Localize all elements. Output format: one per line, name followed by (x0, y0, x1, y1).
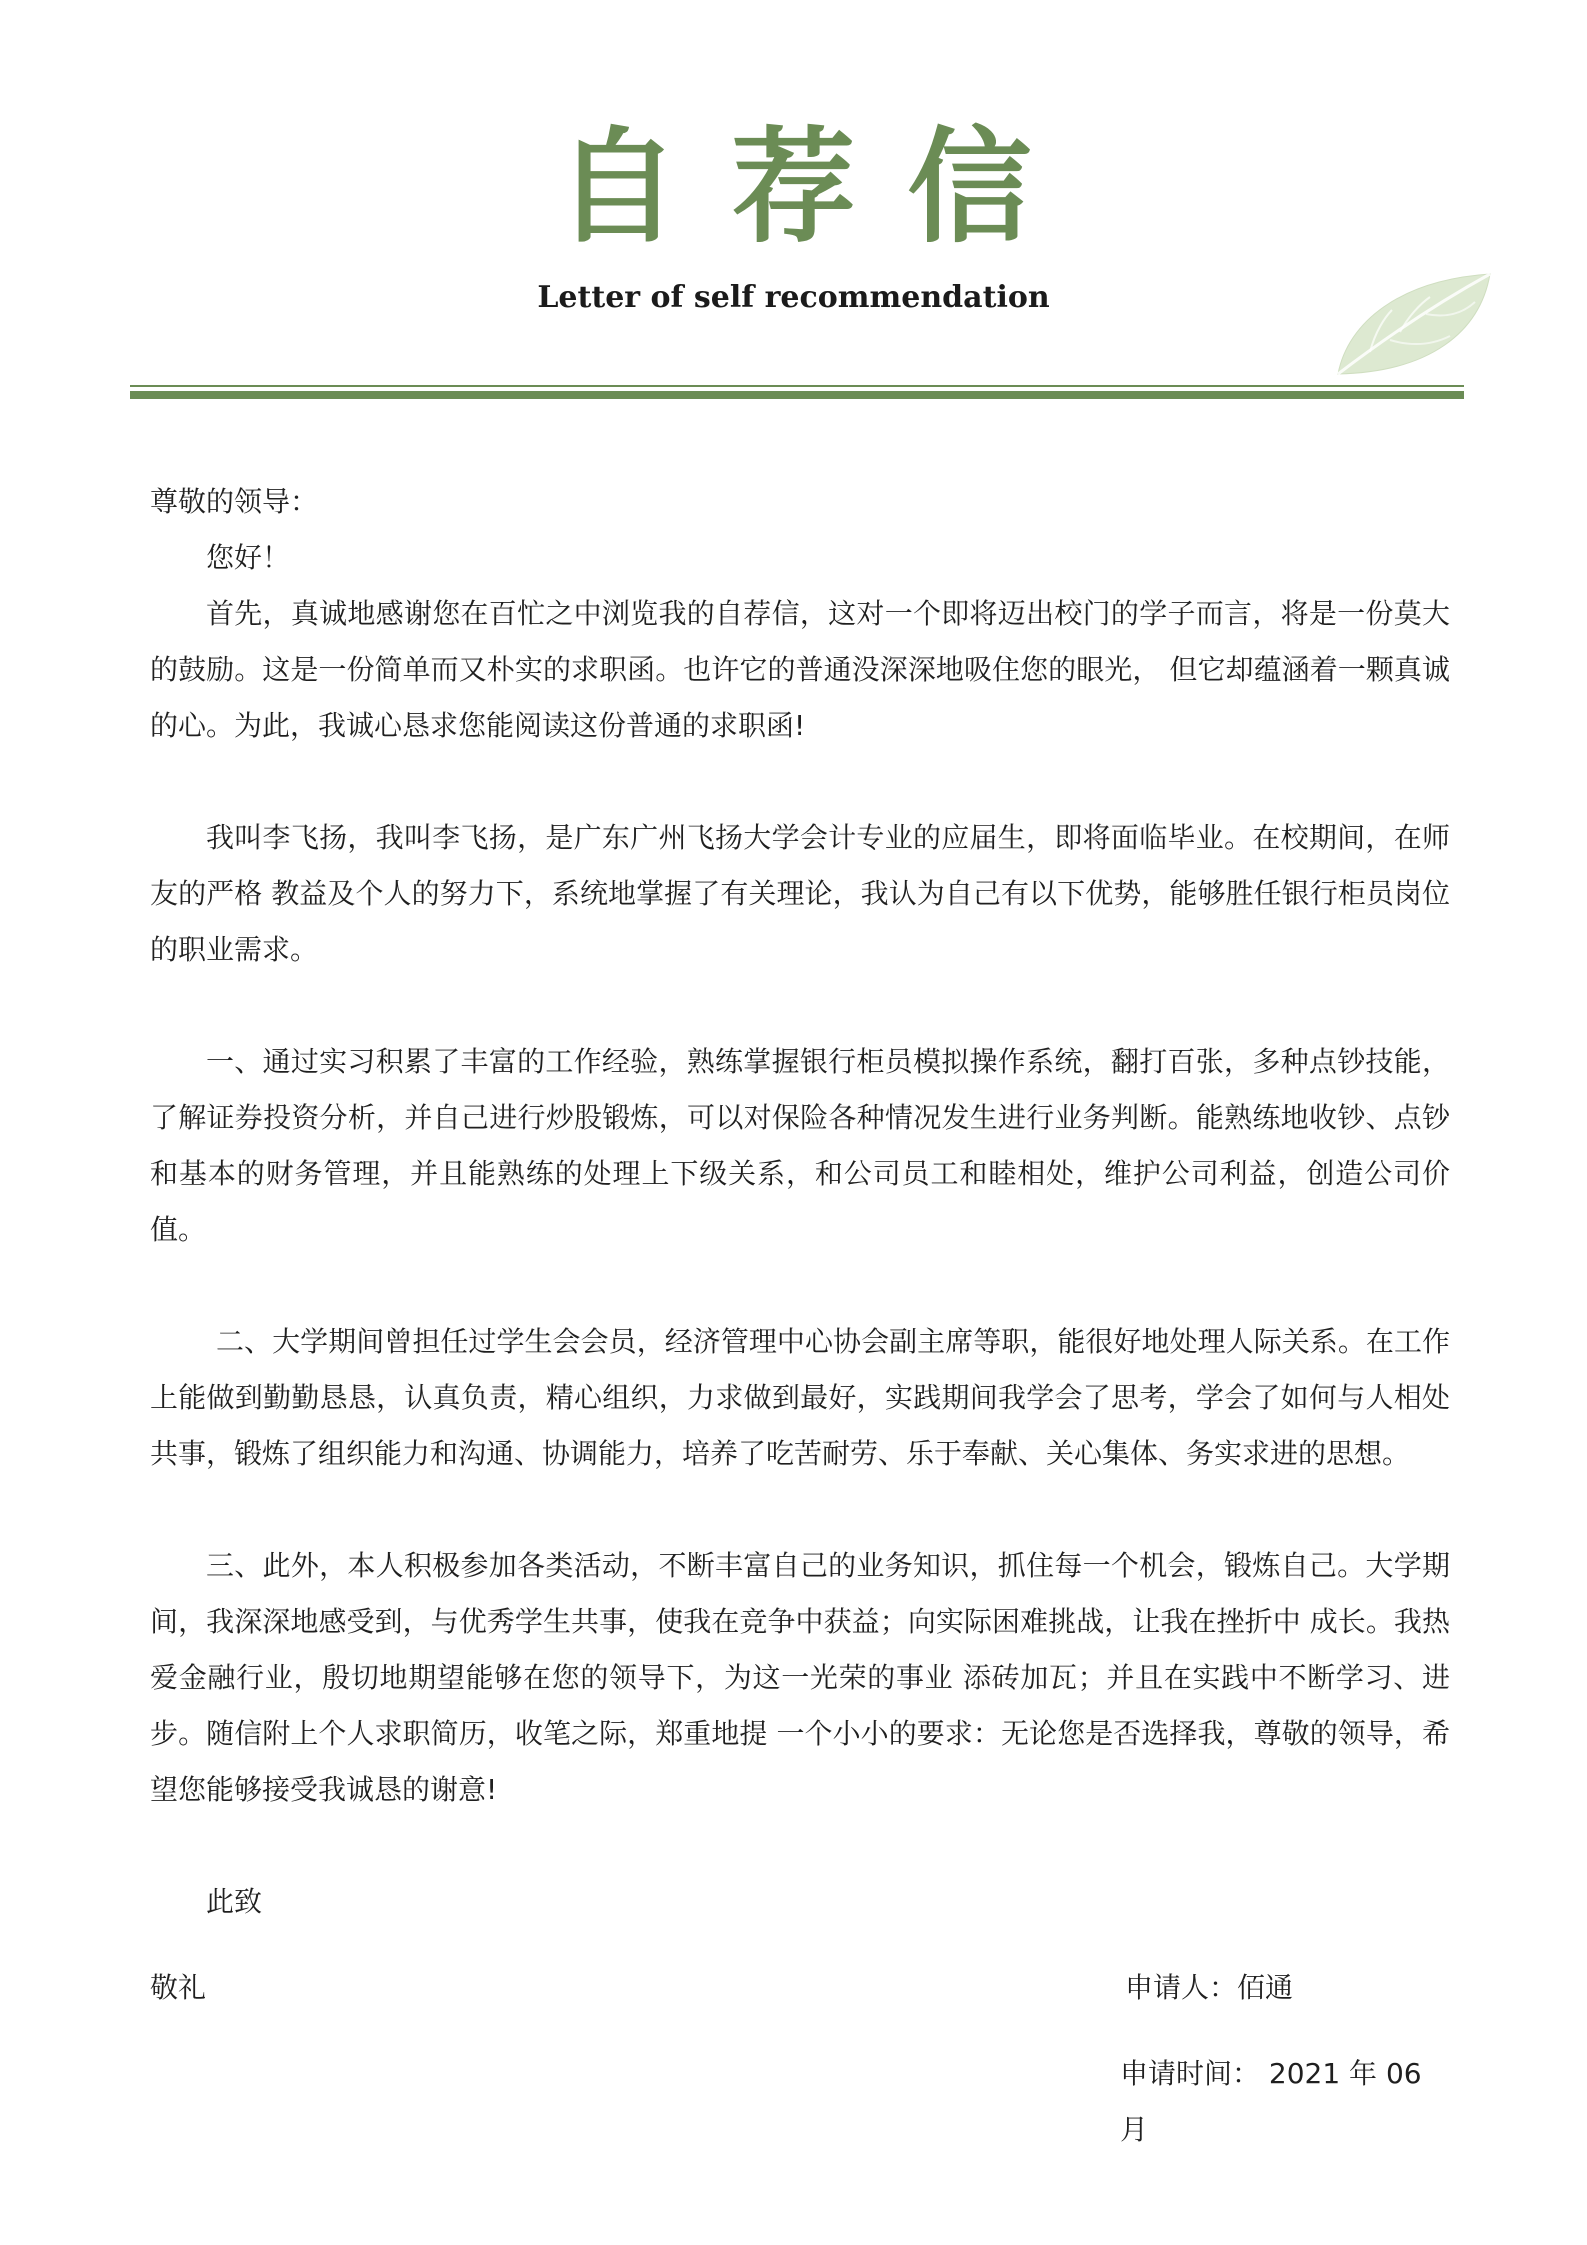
title-english: Letter of self recommendation (537, 280, 1050, 315)
paragraph-strength-2: 二、大学期间曾担任过学生会会员，经济管理中心协会副主席等职，能很好地处理人际关系。在工作上能做到勤勤恳恳，认真负责，精心组织，力求做到最好，实践期间我学会了思考，学会了如何与人相处共事，锻炼了组织能力和沟通、协调能力，培养了吃苦耐劳、乐于奉献、关心集体、务实求进的思想。 (150, 1325, 1450, 1470)
paragraph-strength-3: 三、此外，本人积极参加各类活动，不断丰富自己的业务知识，抓住每一个机会，锻炼自己。大学期间，我深深地感受到，与优秀学生共事，使我在竞争中获益；向实际困难挑战，让我在挫折中 成长。我热爱金融行业，殷切地期望能够在您的领导下，为这一光荣的事业 添砖加瓦；并且在实践中不断学习、进步。随信附上个人求职简历，收笔之际，郑重地提 一个小小的要求：无论您是否选择我，尊敬的领导，希望您能够接受我诚恳的谢意! (150, 1549, 1450, 1806)
application-date: 申请时间： 2021 年 06 月 (1120, 2057, 1422, 2146)
header-divider-thin (130, 385, 1464, 387)
applicant-name: 申请人：佰通 (1125, 1971, 1294, 2004)
letter-body (150, 474, 1450, 2146)
closing-phrase: 此致 (206, 1885, 263, 1918)
paragraph-intro: 首先，真诚地感谢您在百忙之中浏览我的自荐信，这对一个即将迈出校门的学子而言，将是一份莫大的鼓励。这是一份简单而又朴实的求职函。也许它的普通没深深地吸住您的眼光， 但它却蕴涵着一颗真诚的心。为此，我诚心恳求您能阅读这份普通的求职函! (150, 597, 1450, 742)
header-divider-thick (130, 391, 1464, 399)
leaf-icon (1330, 262, 1498, 380)
title-chinese: 自荐信 (555, 115, 1084, 260)
paragraph-strength-1: 一、通过实习积累了丰富的工作经验，熟练掌握银行柜员模拟操作系统，翻打百张，多种点钞技能，了解证券投资分析，并自己进行炒股锻炼，可以对保险各种情况发生进行业务判断。能熟练地收钞、点钞和基本的财务管理，并且能熟练的处理上下级关系，和公司员工和睦相处，维护公司利益，创造公司价值。 (150, 1045, 1450, 1246)
paragraph-self-introduction: 我叫李飞扬，我叫李飞扬，是广东广州飞扬大学会计专业的应届生，即将面临毕业。在校期间，在师友的严格 教益及个人的努力下，系统地掌握了有关理论，我认为自己有以下优势，能够胜任银行柜员岗位的职业需求。 (150, 821, 1450, 966)
closing-regards: 敬礼 (150, 1971, 207, 2004)
greeting: 您好！ (206, 541, 291, 574)
salutation: 尊敬的领导： (150, 485, 319, 518)
